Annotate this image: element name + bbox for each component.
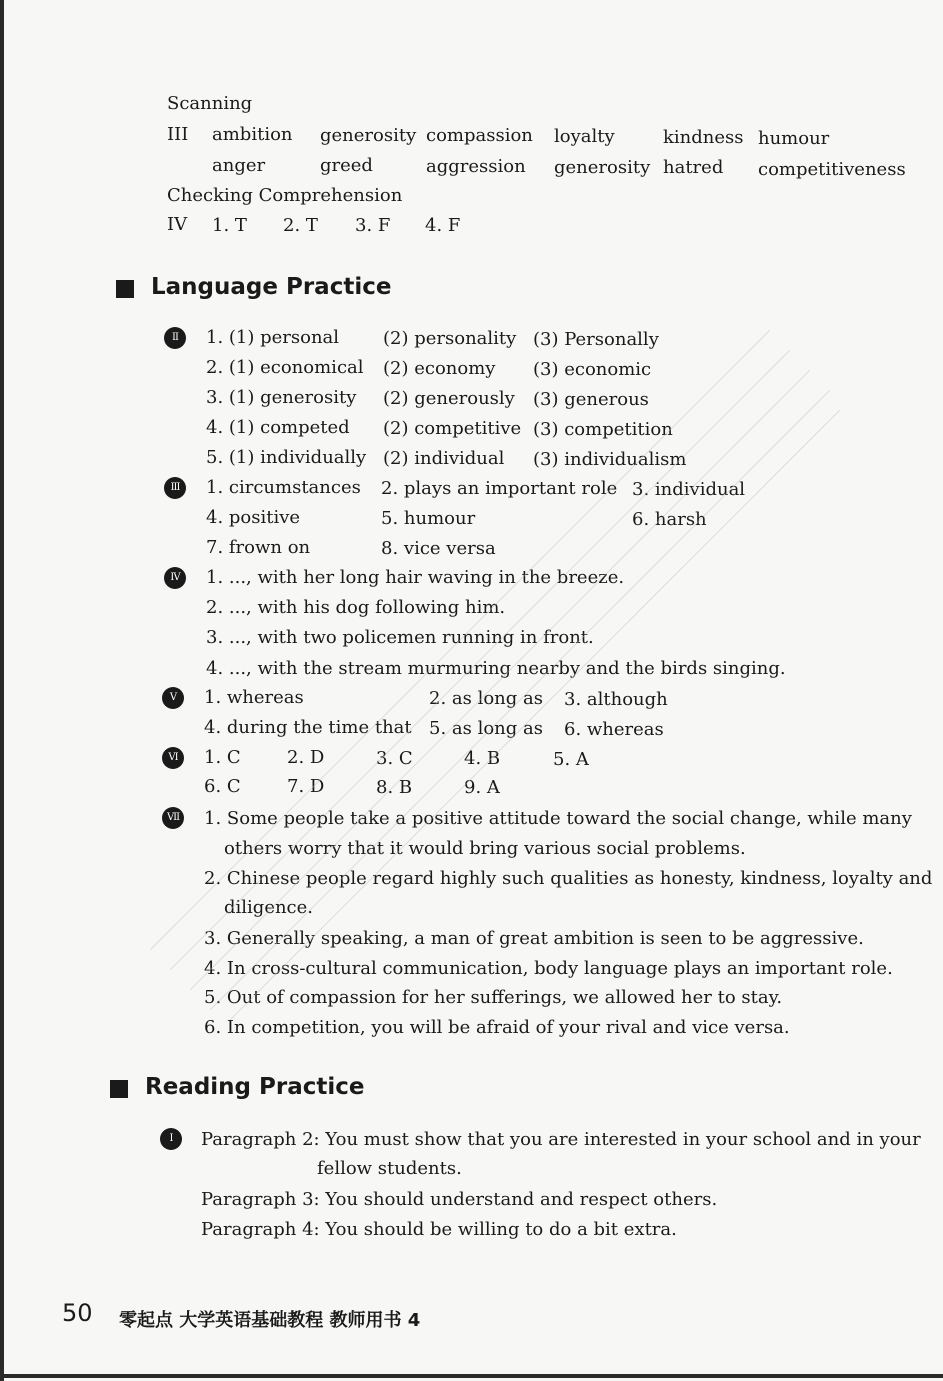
answer-item: (2) competitive — [383, 418, 522, 439]
answer-item: 5. humour — [381, 508, 476, 529]
exercise-badge-icon: I — [160, 1128, 182, 1150]
section-square-icon — [116, 280, 134, 298]
answer-item: 7. D — [287, 776, 325, 797]
answer-line: 2. Chinese people regard highly such qualities as honesty, kindness, loyalty and — [204, 868, 933, 889]
answer-line: 1. ..., with her long hair waving in the breeze. — [206, 567, 625, 588]
answer-item: 7. frown on — [206, 537, 311, 558]
answer-line: Paragraph 3: You should understand and respect others. — [201, 1189, 718, 1210]
language-practice-heading: Language Practice — [151, 274, 392, 300]
answer-line: 1. Some people take a positive attitude toward the social change, while many — [204, 808, 912, 829]
answer-item: 4. (1) competed — [206, 417, 350, 438]
answer-item: 4. during the time that — [204, 717, 412, 738]
answer-item: 3. although — [564, 689, 668, 710]
scanning-word: compassion — [426, 125, 533, 146]
exercise-badge-icon: VII — [162, 807, 184, 829]
answer-line: diligence. — [224, 897, 314, 918]
scanning-word: loyalty — [554, 126, 615, 147]
answer-item: (3) generous — [533, 389, 649, 410]
answer-item: 4. F — [425, 215, 461, 236]
answer-item: (2) individual — [383, 448, 505, 469]
answer-item: (3) Personally — [533, 329, 659, 350]
checking-comprehension-title: Checking Comprehension — [167, 185, 403, 206]
section-square-icon — [110, 1080, 128, 1098]
scan-edge-left — [0, 0, 4, 1381]
answer-item: 2. as long as — [429, 688, 543, 709]
answer-line: Paragraph 2: You must show that you are interested in your school and in your — [201, 1129, 921, 1150]
answer-line: 5. Out of compassion for her sufferings, we allowed her to stay. — [204, 987, 783, 1008]
answer-line: 6. In competition, you will be afraid of your rival and vice versa. — [204, 1017, 790, 1038]
scanning-word: aggression — [426, 156, 526, 177]
scanning-word: generosity — [554, 157, 651, 178]
page-number: 50 — [62, 1299, 93, 1327]
answer-item: 3. C — [376, 748, 413, 769]
answer-item: 6. C — [204, 776, 241, 797]
exercise-badge-icon: IV — [164, 567, 186, 589]
answer-item: 2. plays an important role — [381, 478, 618, 499]
answer-item: 9. A — [464, 777, 500, 798]
section-iii-label: III — [167, 124, 189, 145]
answer-item: 1. (1) personal — [206, 327, 340, 348]
book-title: 零起点 大学英语基础教程 教师用书 4 — [119, 1310, 421, 1331]
answer-item: (3) individualism — [533, 449, 687, 470]
answer-line: 4. In cross-cultural communication, body language plays an important role. — [204, 958, 893, 979]
scanning-word: generosity — [320, 125, 417, 146]
scanning-word: ambition — [212, 124, 293, 145]
reading-practice-heading: Reading Practice — [145, 1074, 365, 1100]
answer-item: 3. F — [355, 215, 391, 236]
answer-item: (3) economic — [533, 359, 652, 380]
answer-item: 3. individual — [632, 479, 746, 500]
answer-line: 3. Generally speaking, a man of great ambition is seen to be aggressive. — [204, 928, 864, 949]
exercise-badge-icon: II — [164, 327, 186, 349]
answer-line: fellow students. — [317, 1158, 462, 1179]
answer-line: Paragraph 4: You should be willing to do a bit extra. — [201, 1219, 677, 1240]
answer-line: others worry that it would bring various social problems. — [224, 838, 746, 859]
answer-item: 6. whereas — [564, 719, 664, 740]
scanning-word: competitiveness — [758, 159, 906, 180]
answer-item: 8. vice versa — [381, 538, 496, 559]
section-iv-label: IV — [167, 214, 188, 235]
answer-item: 4. B — [464, 748, 501, 769]
answer-item: (2) economy — [383, 358, 496, 379]
scanning-title: Scanning — [167, 93, 253, 114]
answer-item: 1. C — [204, 747, 241, 768]
scanning-word: hatred — [663, 157, 724, 178]
answer-item: 1. circumstances — [206, 477, 361, 498]
exercise-badge-icon: III — [164, 477, 186, 499]
answer-item: 5. as long as — [429, 718, 543, 739]
answer-item: 2. D — [287, 747, 325, 768]
answer-item: 3. (1) generosity — [206, 387, 357, 408]
exercise-badge-icon: V — [162, 687, 184, 709]
scanning-word: anger — [212, 155, 266, 176]
scanning-word: humour — [758, 128, 830, 149]
answer-item: 2. T — [283, 215, 318, 236]
answer-item: 1. T — [212, 215, 247, 236]
answer-item: 5. (1) individually — [206, 447, 367, 468]
answer-item: 2. (1) economical — [206, 357, 364, 378]
answer-item: (2) generously — [383, 388, 515, 409]
answer-line: 2. ..., with his dog following him. — [206, 597, 506, 618]
answer-item: (2) personality — [383, 328, 517, 349]
answer-item: 4. positive — [206, 507, 301, 528]
answer-line: 4. ..., with the stream murmuring nearby and the birds singing. — [206, 658, 786, 679]
answer-item: 5. A — [553, 749, 589, 770]
answer-item: (3) competition — [533, 419, 673, 440]
answer-item: 1. whereas — [204, 687, 304, 708]
scan-edge-bottom — [0, 1374, 943, 1378]
answer-item: 8. B — [376, 777, 413, 798]
exercise-badge-icon: VI — [162, 747, 184, 769]
answer-item: 6. harsh — [632, 509, 707, 530]
scanning-word: greed — [320, 155, 373, 176]
answer-line: 3. ..., with two policemen running in front. — [206, 627, 594, 648]
scanning-word: kindness — [663, 127, 744, 148]
